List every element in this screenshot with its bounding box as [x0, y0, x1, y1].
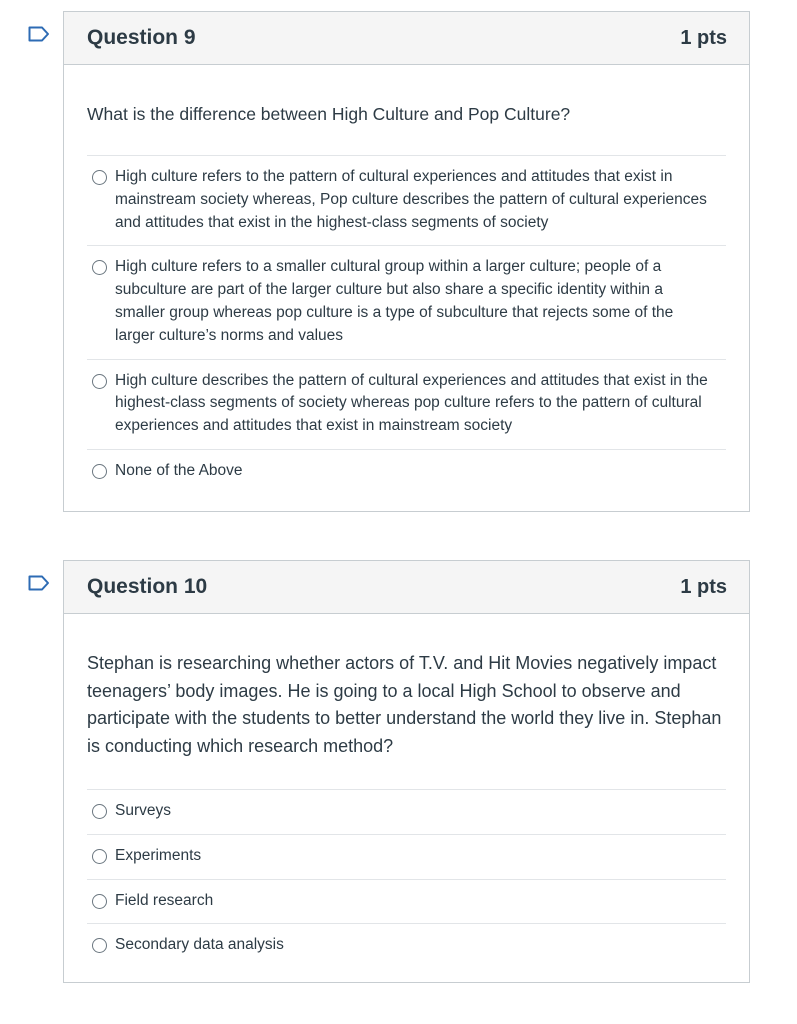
answer-label: High culture refers to the pattern of cultural experiences and attitudes that exist in mainstream society whereas, Pop culture describes the pattern of cultural experiences and attitudes that exist in the highest-class segments of society	[115, 168, 707, 231]
answer-option[interactable]	[87, 450, 726, 494]
radio-unchecked-icon[interactable]	[92, 894, 107, 909]
answer-list	[87, 789, 726, 968]
question-title: Question 9	[87, 26, 196, 49]
question-card	[63, 11, 750, 512]
question-text: Stephan is researching whether actors of T.V. and Hit Movies negatively impact teenagers’ body images. He is going to a local High School to observe and participate with the students to better understand the world they live in. Stephan is conducting which research method?	[87, 653, 722, 756]
radio-unchecked-icon[interactable]	[92, 260, 107, 275]
answer-option[interactable]	[87, 924, 726, 968]
question-text: What is the difference between High Culture and Pop Culture?	[87, 104, 571, 124]
radio-unchecked-icon[interactable]	[92, 938, 107, 953]
question-card	[63, 560, 750, 983]
answer-label: None of the Above	[115, 461, 243, 479]
question-title: Question 10	[87, 575, 208, 598]
answer-option[interactable]	[87, 246, 726, 359]
answer-label: Surveys	[115, 802, 171, 819]
answer-option[interactable]	[87, 880, 726, 925]
question-points: 1 pts	[680, 575, 727, 598]
answer-option[interactable]	[87, 790, 726, 835]
radio-unchecked-icon[interactable]	[92, 374, 107, 389]
radio-unchecked-icon[interactable]	[92, 464, 107, 479]
question-header	[64, 561, 749, 614]
answer-option[interactable]	[87, 835, 726, 880]
radio-unchecked-icon[interactable]	[92, 804, 107, 819]
answer-option[interactable]	[87, 360, 726, 450]
answer-label: High culture describes the pattern of cultural experiences and attitudes that exist in the highest-class segments of society whereas pop culture refers to the pattern of cultural experiences and attitudes that exist in mainstream society	[115, 371, 708, 435]
answer-label: Secondary data analysis	[115, 936, 284, 954]
answer-label: Field research	[115, 891, 214, 909]
radio-unchecked-icon[interactable]	[92, 849, 107, 864]
answer-label: Experiments	[115, 846, 202, 864]
question-points: 1 pts	[680, 26, 727, 49]
answer-option[interactable]	[87, 156, 726, 246]
radio-unchecked-icon[interactable]	[92, 170, 107, 185]
answer-label: High culture refers to a smaller cultural group within a larger culture; people of a subculture are part of the larger culture but also share a specific identity within a smaller group whereas pop culture is a type of subculture that rejects some of the larger culture’s norms and values	[115, 258, 674, 344]
flag-icon[interactable]	[28, 26, 50, 42]
answer-list	[87, 155, 726, 494]
flag-icon[interactable]	[28, 575, 50, 591]
question-header	[64, 12, 749, 65]
